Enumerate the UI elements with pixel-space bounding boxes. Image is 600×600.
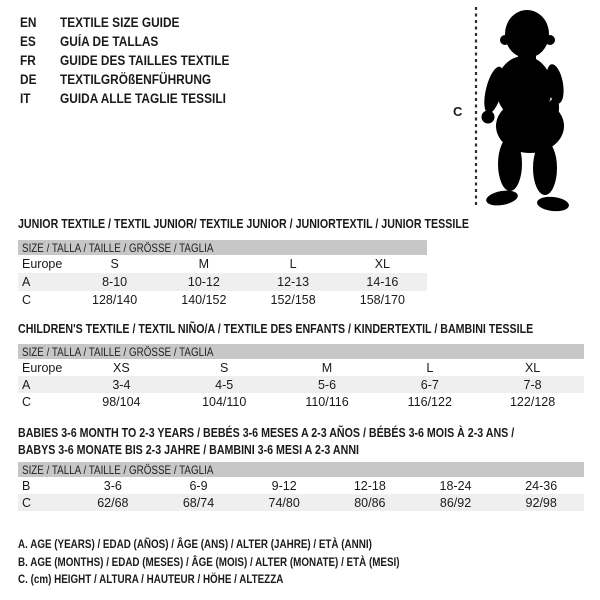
baby-silhouette	[480, 10, 569, 213]
value-cell: S	[110, 257, 119, 271]
legend-line-a: A. AGE (YEARS) / EDAD (AÑOS) / ÂGE (ANS) / ALTER (JAHRE) / ETÀ (ANNI)	[18, 537, 372, 551]
table-row	[18, 376, 584, 393]
babies-table-title-line2: BABYS 3-6 MONATE BIS 2-3 JAHRE / BAMBINI 3-6 MESI A 2-3 ANNI	[18, 442, 359, 457]
size-header-label: SIZE / TALLA / TAILLE / GRÖSSE / TAGLIA	[22, 344, 214, 359]
language-code: IT	[20, 91, 31, 106]
value-cell: 128/140	[92, 293, 138, 307]
value-cell: 24-36	[525, 478, 558, 493]
row-label-cell: C	[22, 495, 32, 510]
value-cell: 8-10	[102, 275, 128, 289]
value-cell: 152/158	[270, 293, 316, 307]
table-row	[18, 291, 427, 309]
size-header-bar	[18, 240, 427, 255]
value-cell: M	[321, 360, 333, 375]
children-size-table	[18, 359, 584, 410]
value-cell: 3-6	[103, 478, 122, 493]
language-row	[20, 70, 253, 89]
babies-size-table	[18, 477, 584, 511]
value-cell: XS	[113, 360, 130, 375]
language-title-list	[20, 13, 253, 108]
size-header-label: SIZE / TALLA / TAILLE / GRÖSSE / TAGLIA	[22, 240, 214, 255]
value-cell: 5-6	[317, 377, 337, 392]
value-cell: 104/110	[202, 394, 247, 409]
baby-silhouette-graphic	[450, 4, 598, 216]
babies-textile-section	[18, 424, 584, 511]
size-header-label: SIZE / TALLA / TAILLE / GRÖSSE / TAGLIA	[22, 462, 214, 477]
table-row	[18, 359, 584, 376]
legend-line-c: C. (cm) HEIGHT / ALTURA / HAUTEUR / HÖHE / ALTEZZA	[18, 572, 284, 586]
value-cell: 4-5	[215, 377, 234, 392]
row-label-cell: Europe	[22, 360, 63, 375]
value-cell: 7-8	[523, 377, 542, 392]
language-title: GUÍA DE TALLAS	[60, 34, 159, 49]
language-title: TEXTILGRÖßENFÜHRUNG	[60, 72, 212, 87]
legend-line-b: B. AGE (MONTHS) / EDAD (MESES) / ÂGE (MOIS) / ALTER (MONATE) / ETÀ (MESI)	[18, 554, 400, 569]
language-title: TEXTILE SIZE GUIDE	[60, 15, 180, 30]
children-table-title: CHILDREN'S TEXTILE / TEXTIL NIÑO/A / TEXTILE DES ENFANTS / KINDERTEXTIL / BAMBINI TESSILE	[18, 321, 534, 336]
value-cell: 110/116	[305, 394, 349, 409]
value-cell: 158/170	[359, 293, 405, 307]
height-measure-label: C	[453, 104, 463, 119]
table-row	[18, 255, 427, 273]
value-cell: 14-16	[366, 275, 399, 289]
value-cell: S	[220, 360, 229, 375]
value-cell: 98/104	[102, 394, 141, 409]
value-cell: 18-24	[439, 478, 472, 493]
value-cell: 10-12	[187, 275, 220, 289]
language-code: DE	[20, 72, 37, 87]
value-cell: 92/98	[525, 495, 557, 510]
table-row	[18, 273, 427, 291]
language-row	[20, 13, 253, 32]
value-cell: L	[289, 257, 297, 271]
value-cell: XL	[374, 257, 391, 271]
value-cell: 140/152	[181, 293, 227, 307]
junior-size-table	[18, 255, 427, 309]
value-cell: 6-7	[420, 377, 439, 392]
value-cell: 3-4	[112, 377, 131, 392]
value-cell: 6-9	[189, 478, 208, 493]
junior-table-title: JUNIOR TEXTILE / TEXTIL JUNIOR/ TEXTILE JUNIOR / JUNIORTEXTIL / JUNIOR TESSILE	[18, 216, 469, 231]
value-cell: 80/86	[354, 495, 386, 510]
table-row	[18, 477, 584, 494]
value-cell: 74/80	[268, 495, 300, 510]
children-textile-section	[18, 320, 584, 410]
value-cell: L	[426, 360, 434, 375]
language-title: GUIDA ALLE TAGLIE TESSILI	[60, 91, 226, 106]
measurement-legend	[18, 537, 483, 590]
value-cell: 12-13	[277, 275, 310, 289]
value-cell: 9-12	[271, 478, 297, 493]
value-cell: 122/128	[509, 394, 556, 409]
language-code: FR	[20, 53, 36, 68]
value-cell: 116/122	[407, 394, 452, 409]
language-row	[20, 32, 253, 51]
row-label-cell: Europe	[22, 257, 63, 271]
table-row	[18, 494, 584, 511]
language-title: GUIDE DES TAILLES TEXTILE	[60, 53, 230, 68]
value-cell: 62/68	[97, 495, 129, 510]
language-code: EN	[20, 15, 37, 30]
row-label-cell: C	[22, 394, 32, 409]
junior-textile-section	[18, 215, 469, 309]
value-cell: XL	[524, 360, 541, 375]
table-row	[18, 393, 584, 410]
size-figure	[450, 4, 598, 216]
language-row	[20, 89, 253, 108]
row-label-cell: A	[22, 377, 31, 392]
value-cell: M	[198, 257, 210, 271]
size-header-bar	[18, 344, 584, 359]
value-cell: 68/74	[182, 495, 215, 510]
babies-table-title-line1: BABIES 3-6 MONTH TO 2-3 YEARS / BEBÉS 3-6 MESES A 2-3 AÑOS / BÉBÉS 3-6 MOIS À 2-3 ANS /	[18, 425, 515, 440]
value-cell: 86/92	[439, 495, 472, 510]
language-code: ES	[20, 34, 36, 49]
row-label-cell: B	[22, 478, 31, 493]
row-label-cell: C	[22, 293, 32, 307]
value-cell: 12-18	[353, 478, 386, 493]
row-label-cell: A	[22, 275, 31, 289]
language-row	[20, 51, 253, 70]
size-header-bar	[18, 462, 584, 477]
